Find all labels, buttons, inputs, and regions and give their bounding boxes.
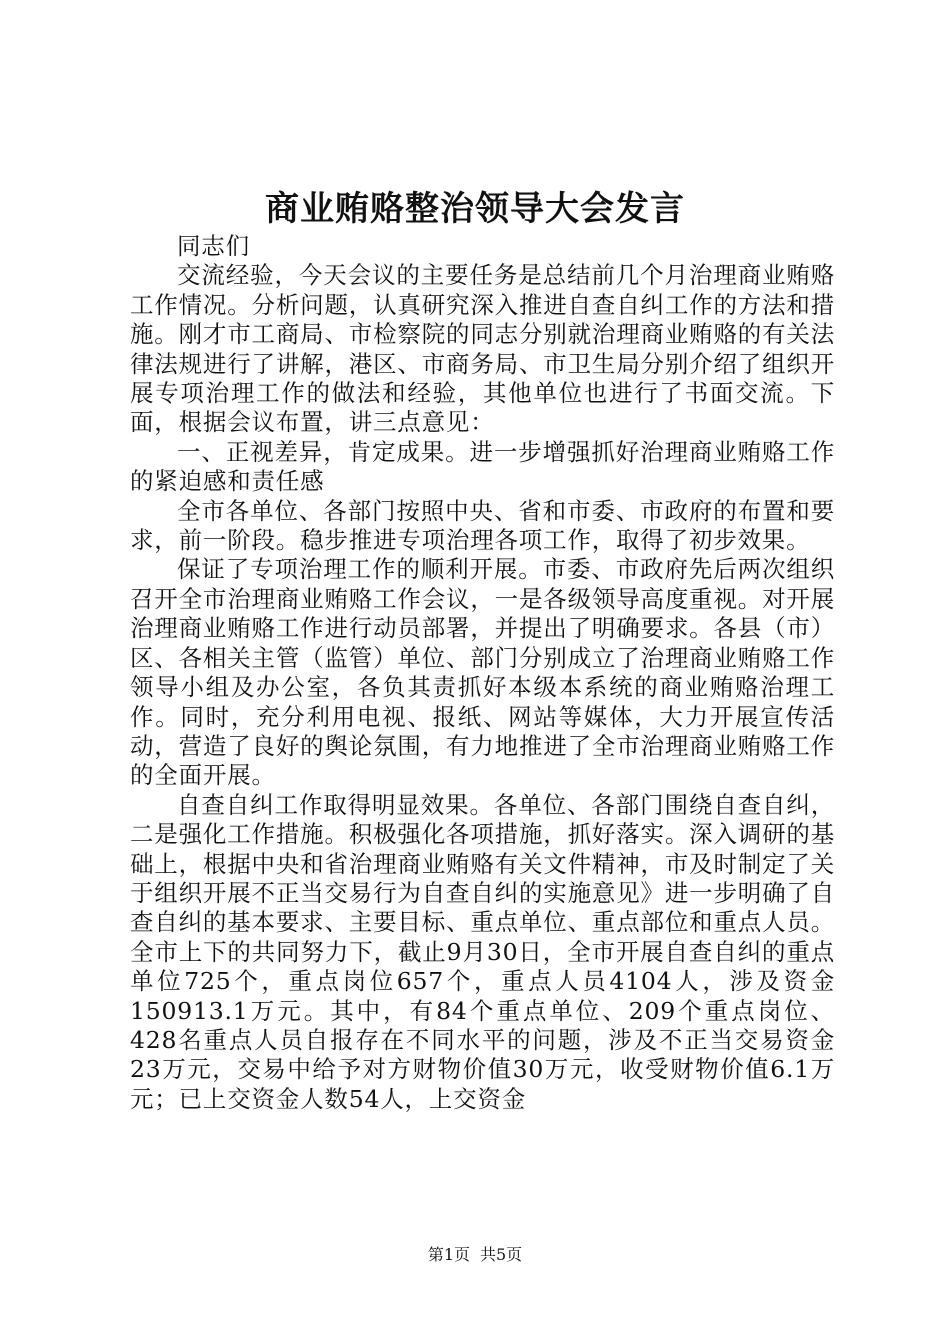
page-total: 共5页 [480, 1245, 523, 1264]
body-paragraph: 全市各单位、各部门按照中央、省和市委、市政府的布置和要求，前一阶段。稳步推进专项治理各项工作，取得了初步效果。 [130, 496, 835, 555]
salutation-paragraph: 同志们 [177, 232, 250, 260]
section-heading-paragraph: 一、正视差异，肯定成果。进一步增强抓好治理商业贿赂工作的紧迫感和责任感 [130, 437, 835, 496]
page-footer [0, 1244, 950, 1266]
document-body [130, 232, 835, 1114]
body-paragraph: 保证了专项治理工作的顺利开展。市委、市政府先后两次组织召开全市治理商业贿赂工作会议，一是各级领导高度重视。对开展治理商业贿赂工作进行动员部署，并提出了明确要求。各县（市）区、各相关主管（监管）单位、部门分别成立了治理商业贿赂工作领导小组及办公室，各负其责抓好本级本系统的商业贿赂治理工作。同时，充分利用电视、报纸、网站等媒体，大力开展宣传活动，营造了良好的舆论氛围，有力地推进了全市治理商业贿赂工作的全面开展。 [130, 555, 835, 790]
intro-paragraph: 交流经验，今天会议的主要任务是总结前几个月治理商业贿赂工作情况。分析问题，认真研究深入推进自查自纠工作的方法和措施。刚才市工商局、市检察院的同志分别就治理商业贿赂的有关法律法规进行了讲解，港区、市商务局、市卫生局分别介绍了组织开展专项治理工作的做法和经验，其他单位也进行了书面交流。下面，根据会议布置，讲三点意见： [130, 261, 835, 437]
body-paragraph: 自查自纠工作取得明显效果。各单位、各部门围绕自查自纠，二是强化工作措施。积极强化各项措施，抓好落实。深入调研的基础上，根据中央和省治理商业贿赂有关文件精神，市及时制定了关于组织开展不正当交易行为自查自纠的实施意见》进一步明确了自查自纠的基本要求、主要目标、重点单位、重点部位和重点人员。全市上下的共同努力下，截止9月30日，全市开展自查自纠的重点单位725个，重点岗位657个，重点人员4104人，涉及资金150913.1万元。其中，有84个重点单位、209个重点岗位、428名重点人员自报存在不同水平的问题，涉及不正当交易资金23万元，交易中给予对方财物价值30万元，收受财物价值6.1万元；已上交资金人数54人，上交资金 [130, 790, 835, 1113]
document-title: 商业贿赂整治领导大会发言 [265, 189, 685, 229]
page-number: 第1页 [427, 1245, 470, 1264]
